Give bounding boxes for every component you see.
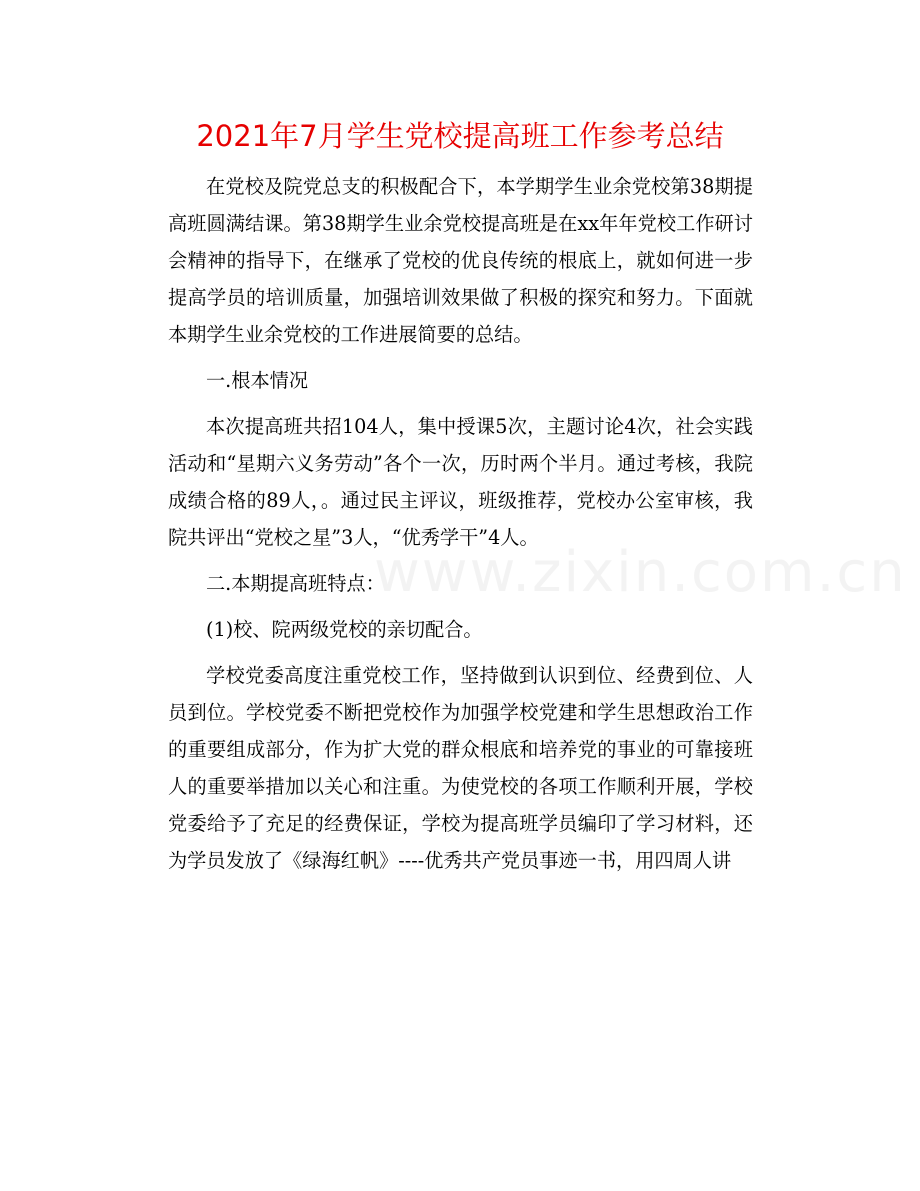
subheading-cooperation: (1)校、院两级党校的亲切配合。 (206, 618, 483, 641)
paragraph-intro: 在党校及院党总支的积极配合下，本学期学生业余党校第38期提高班圆满结课。第38期学生业余党校提高班是在xx年年党校工作研讨会精神的指导下，在继承了党校的优良传统的根底上，就如何进一步提高学员的培训质量，加强培训效果做了积极的探究和努力。下面就本期学生业余党校的工作进展简要的总结。 (168, 175, 753, 346)
section-heading-basic: 一.根本情况 (206, 369, 309, 392)
document-body (168, 168, 753, 888)
watermark: www.zixin.com.cn (374, 540, 907, 605)
document-title: 2021年7月学生党校提高班工作参考总结 (196, 119, 724, 153)
paragraph-basic-situation: 本次提高班共招104人，集中授课5次，主题讨论4次，社会实践活动和“星期六义务劳动”各个一次，历时两个半月。通过考核，我院成绩合格的89人，。通过民主评议，班级推荐，党校办公室审核，我院共评出“党校之星”3人，“优秀学干”4人。 (168, 415, 753, 549)
paragraph-party-committee: 学校党委高度注重党校工作，坚持做到认识到位、经费到位、人员到位。学校党委不断把党校作为加强学校党建和学生思想政治工作的重要组成部分，作为扩大党的群众根底和培养党的事业的可靠接班人的重要举措加以关心和注重。为使党校的各项工作顺利开展，学校党委给予了充足的经费保证，学校为提高班学员编印了学习材料，还为学员发放了《绿海红帆》----优秀共产党员事迹一书，用四周人讲 (168, 664, 753, 872)
section-heading-features: 二.本期提高班特点： (206, 572, 385, 595)
